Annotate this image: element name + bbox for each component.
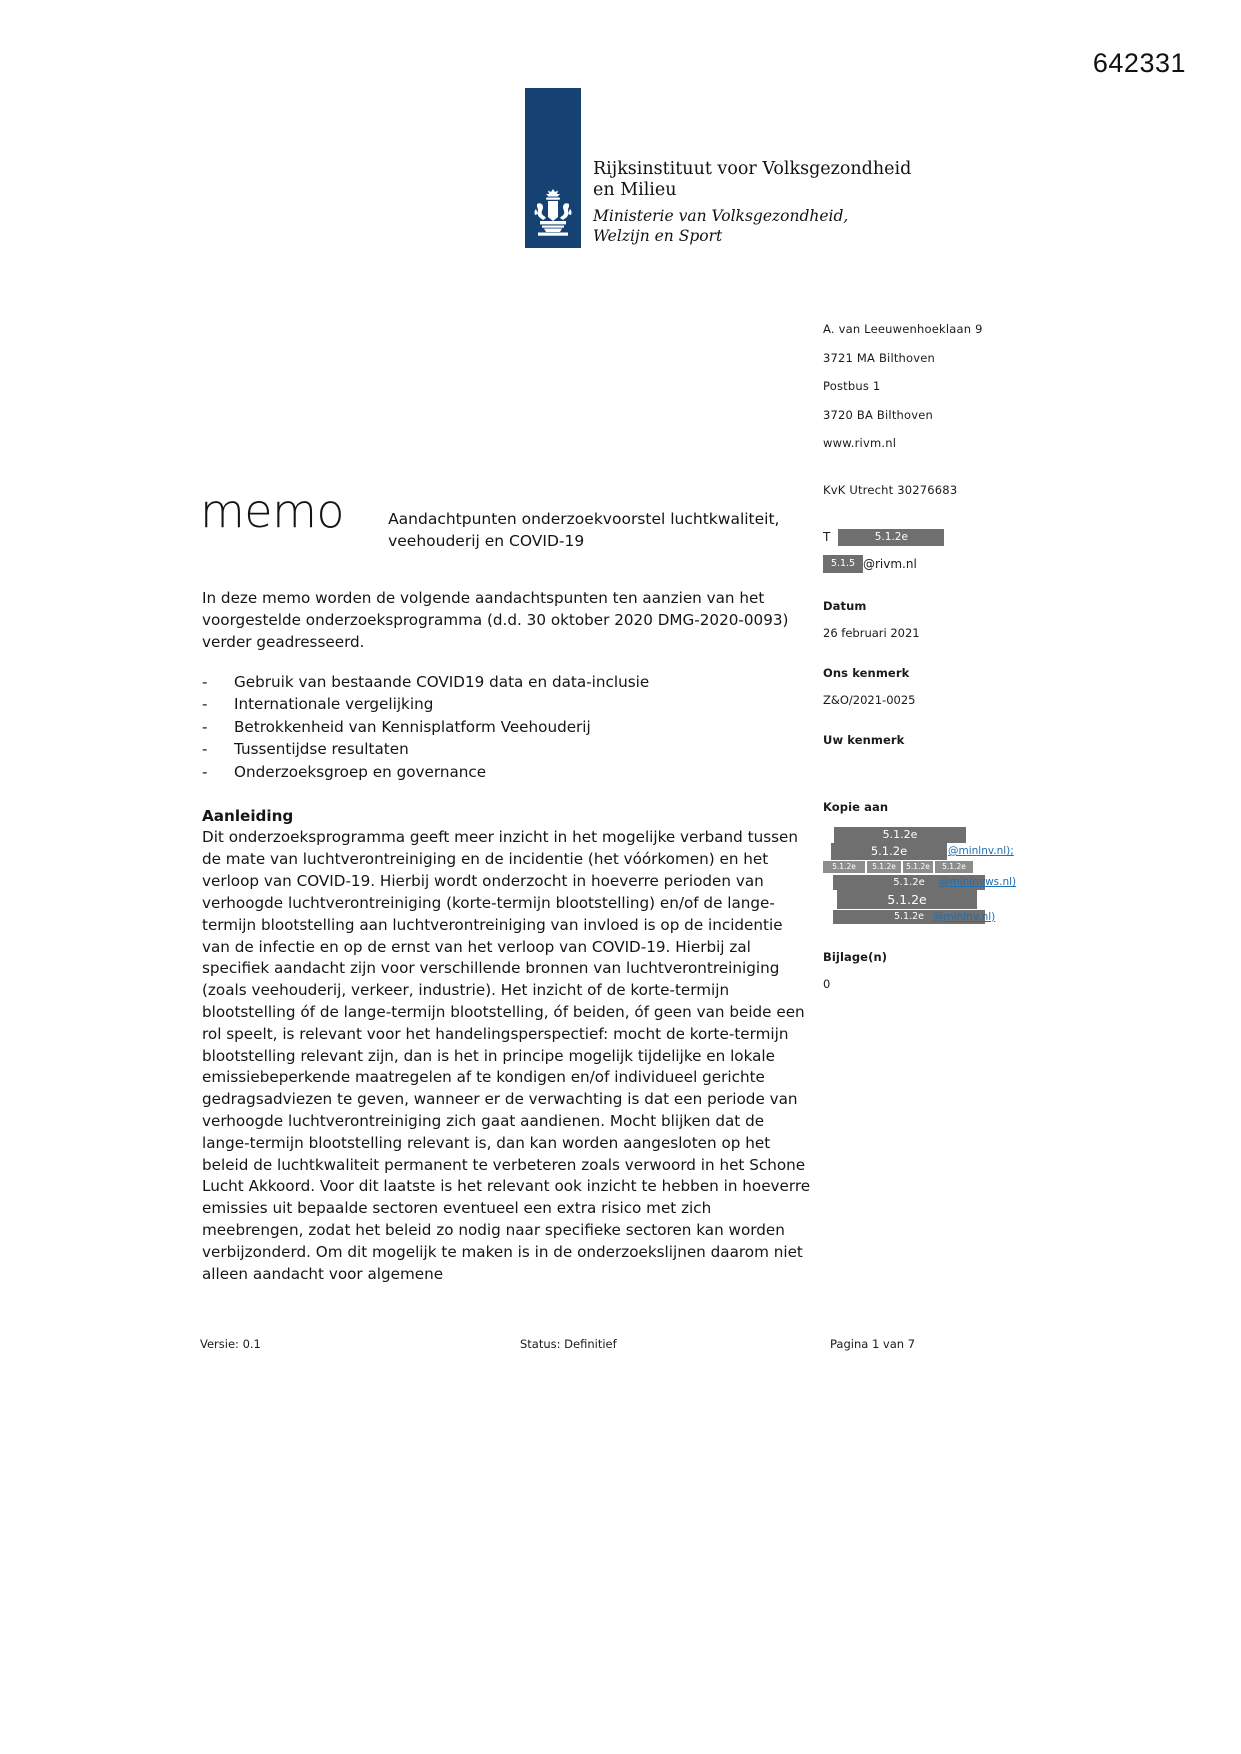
ons-kenmerk-value: Z&O/2021-0025 bbox=[823, 692, 916, 707]
kopie-row-4 bbox=[823, 875, 1043, 890]
kopie-row-2 bbox=[823, 843, 1043, 860]
kopie-redaction: 5.1.2e bbox=[834, 827, 966, 843]
list-item bbox=[202, 672, 812, 694]
memo-subject bbox=[388, 508, 779, 552]
kopie-row-6 bbox=[823, 910, 1043, 924]
kopie-redaction: 5.1.2e bbox=[837, 890, 977, 909]
memo-title: memo bbox=[200, 484, 345, 538]
section-heading-aanleiding: Aanleiding bbox=[202, 806, 294, 825]
uw-kenmerk-label: Uw kenmerk bbox=[823, 732, 905, 747]
kopie-aan-redaction-block bbox=[823, 827, 1043, 924]
uw-kenmerk-value bbox=[823, 760, 1053, 774]
aandachtspunten-list bbox=[202, 672, 812, 784]
datum-label: Datum bbox=[823, 598, 867, 613]
kvk-line: KvK Utrecht 30276683 bbox=[823, 482, 958, 497]
kopie-redaction: 5.1.2e bbox=[833, 875, 985, 890]
footer-version: Versie: 0.1 bbox=[200, 1337, 261, 1351]
list-item-label: Tussentijdse resultaten bbox=[234, 740, 409, 759]
logo-institute-line-2: en Milieu bbox=[593, 180, 677, 201]
logo-institute-line-1: Rijksinstituut voor Volksgezondheid bbox=[593, 159, 912, 180]
ons-kenmerk-label: Ons kenmerk bbox=[823, 665, 910, 680]
netherlands-coat-of-arms-icon bbox=[531, 187, 575, 239]
logo-ministry-line-2: Welzijn en Sport bbox=[593, 226, 723, 245]
datum-value: 26 februari 2021 bbox=[823, 625, 920, 640]
logo-ministry-line-1: Ministerie van Volksgezondheid, bbox=[593, 206, 849, 225]
bullet-marker: - bbox=[202, 672, 208, 691]
list-item-label: Internationale vergelijking bbox=[234, 695, 434, 714]
page-footer bbox=[200, 1337, 1060, 1351]
rivm-logo bbox=[525, 88, 911, 248]
kopie-redaction: 5.1.2e bbox=[831, 843, 947, 860]
list-item-label: Gebruik van bestaande COVID19 data en data-inclusie bbox=[234, 672, 650, 691]
aanleiding-paragraph: Dit onderzoeksprogramma geeft meer inzicht in het mogelijke verband tussen de mate van luchtverontreiniging en de incidentie (het vóórkomen) en het verloop van COVID-19. Hierbij wordt onderzocht in hoeverre perioden van verhoogde luchtverontreiniging (korte-termijn blootstelling) en/of de lange-termijn blootstelling aan luchtverontreiniging van invloed is op de incidentie van de infectie en op de ernst van het verloop van COVID-19. Hierbij zal specifiek aandacht zijn voor verschillende bronnen van luchtverontreiniging (zoals veehouderij, verkeer, industrie). Het inzicht of de korte-termijn blootstelling óf de lange-termijn blootstelling, óf beiden, óf geen van beide een rol speelt, is relevant voor het handelingsperspectief: mocht de korte-termijn blootstelling relevant zijn, dan is het in principe mogelijk tijdelijke en lokale emissiebeperkende maatregelen af te kondigen en/of individueel gerichte gedragsadviezen te geven, wanneer er de verwachting is dat een periode van verhoogde luchtverontreiniging zich gaat aandienen. Mocht blijken dat de lange-termijn blootstelling relevant is, dan kan worden aangesloten op het beleid de luchtkwaliteit permanent te verbeteren zoals verwoord in het Schone Lucht Akkoord. Voor dit laatste is het relevant ook inzicht te hebben in hoeverre emissies uit bepaalde sectoren eventueel een extra risico met zich meebrengen, zodat het beleid zo nodig naar specifieke sectoren kan worden verbijzonderd. Om dit mogelijk te maken is in de onderzoekslijnen daarom niet alleen aandacht voor algemene bbox=[202, 828, 811, 1283]
kopie-redaction: 5.1.2e bbox=[823, 861, 865, 873]
bullet-marker: - bbox=[202, 717, 208, 736]
kopie-redaction: 5.1.2e bbox=[867, 861, 901, 873]
kopie-email-link[interactable]: @minlnv.nl); bbox=[948, 845, 1014, 857]
email-domain: @rivm.nl bbox=[863, 556, 917, 571]
address-line: A. van Leeuwenhoeklaan 9 bbox=[823, 322, 983, 336]
kopie-row-3 bbox=[823, 861, 1043, 873]
list-item-label: Betrokkenheid van Kennisplatform Veehouderij bbox=[234, 717, 591, 736]
letterhead-meta-column bbox=[823, 322, 1053, 993]
footer-status: Status: Definitief bbox=[520, 1337, 617, 1351]
phone-redaction: 5.1.2e bbox=[838, 529, 944, 546]
memo-subject-line-2: veehouderij en COVID-19 bbox=[388, 532, 585, 550]
kopie-row-5 bbox=[823, 890, 1043, 909]
kopie-redaction: 5.1.2e bbox=[935, 861, 973, 873]
phone-label: T bbox=[823, 530, 831, 544]
address-line: 3720 BA Bilthoven bbox=[823, 407, 934, 422]
logo-blue-bar bbox=[525, 88, 581, 248]
phone-row bbox=[823, 529, 1053, 546]
bullet-marker: - bbox=[202, 695, 208, 714]
kopie-redaction: 5.1.2e bbox=[903, 861, 933, 873]
address-line: Postbus 1 bbox=[823, 379, 881, 393]
bullet-marker: - bbox=[202, 740, 208, 759]
kopie-row-1 bbox=[823, 827, 1043, 843]
memo-heading bbox=[200, 484, 820, 552]
kopie-aan-label: Kopie aan bbox=[823, 799, 889, 814]
list-item bbox=[202, 717, 812, 739]
email-redaction: 5.1.5 bbox=[823, 555, 863, 573]
bijlage-label: Bijlage(n) bbox=[823, 949, 888, 964]
memo-body bbox=[202, 588, 812, 1286]
document-number: 642331 bbox=[1092, 48, 1186, 78]
website-line[interactable]: www.rivm.nl bbox=[823, 436, 897, 450]
intro-paragraph: In deze memo worden de volgende aandachtspunten ten aanzien van het voorgestelde onderzoeksprogramma (d.d. 30 oktober 2020 DMG-2020-0093) verder geadresseerd. bbox=[202, 589, 789, 651]
list-item bbox=[202, 694, 812, 716]
bijlage-value: 0 bbox=[823, 976, 831, 991]
address-line: 3721 MA Bilthoven bbox=[823, 350, 936, 365]
kopie-email-link[interactable]: @minlnv.nl) bbox=[933, 910, 996, 923]
list-item bbox=[202, 762, 812, 784]
footer-page-number: Pagina 1 van 7 bbox=[830, 1337, 916, 1351]
list-item-label: Onderzoeksgroep en governance bbox=[234, 762, 487, 781]
kopie-email-link[interactable]: @minlnvws.nl) bbox=[939, 876, 1017, 888]
email-row bbox=[823, 555, 1053, 573]
memo-subject-line-1: Aandachtpunten onderzoekvoorstel luchtkwaliteit, bbox=[388, 510, 780, 528]
kopie-redaction: 5.1.2e bbox=[833, 910, 985, 924]
list-item bbox=[202, 739, 812, 761]
bullet-marker: - bbox=[202, 762, 208, 781]
